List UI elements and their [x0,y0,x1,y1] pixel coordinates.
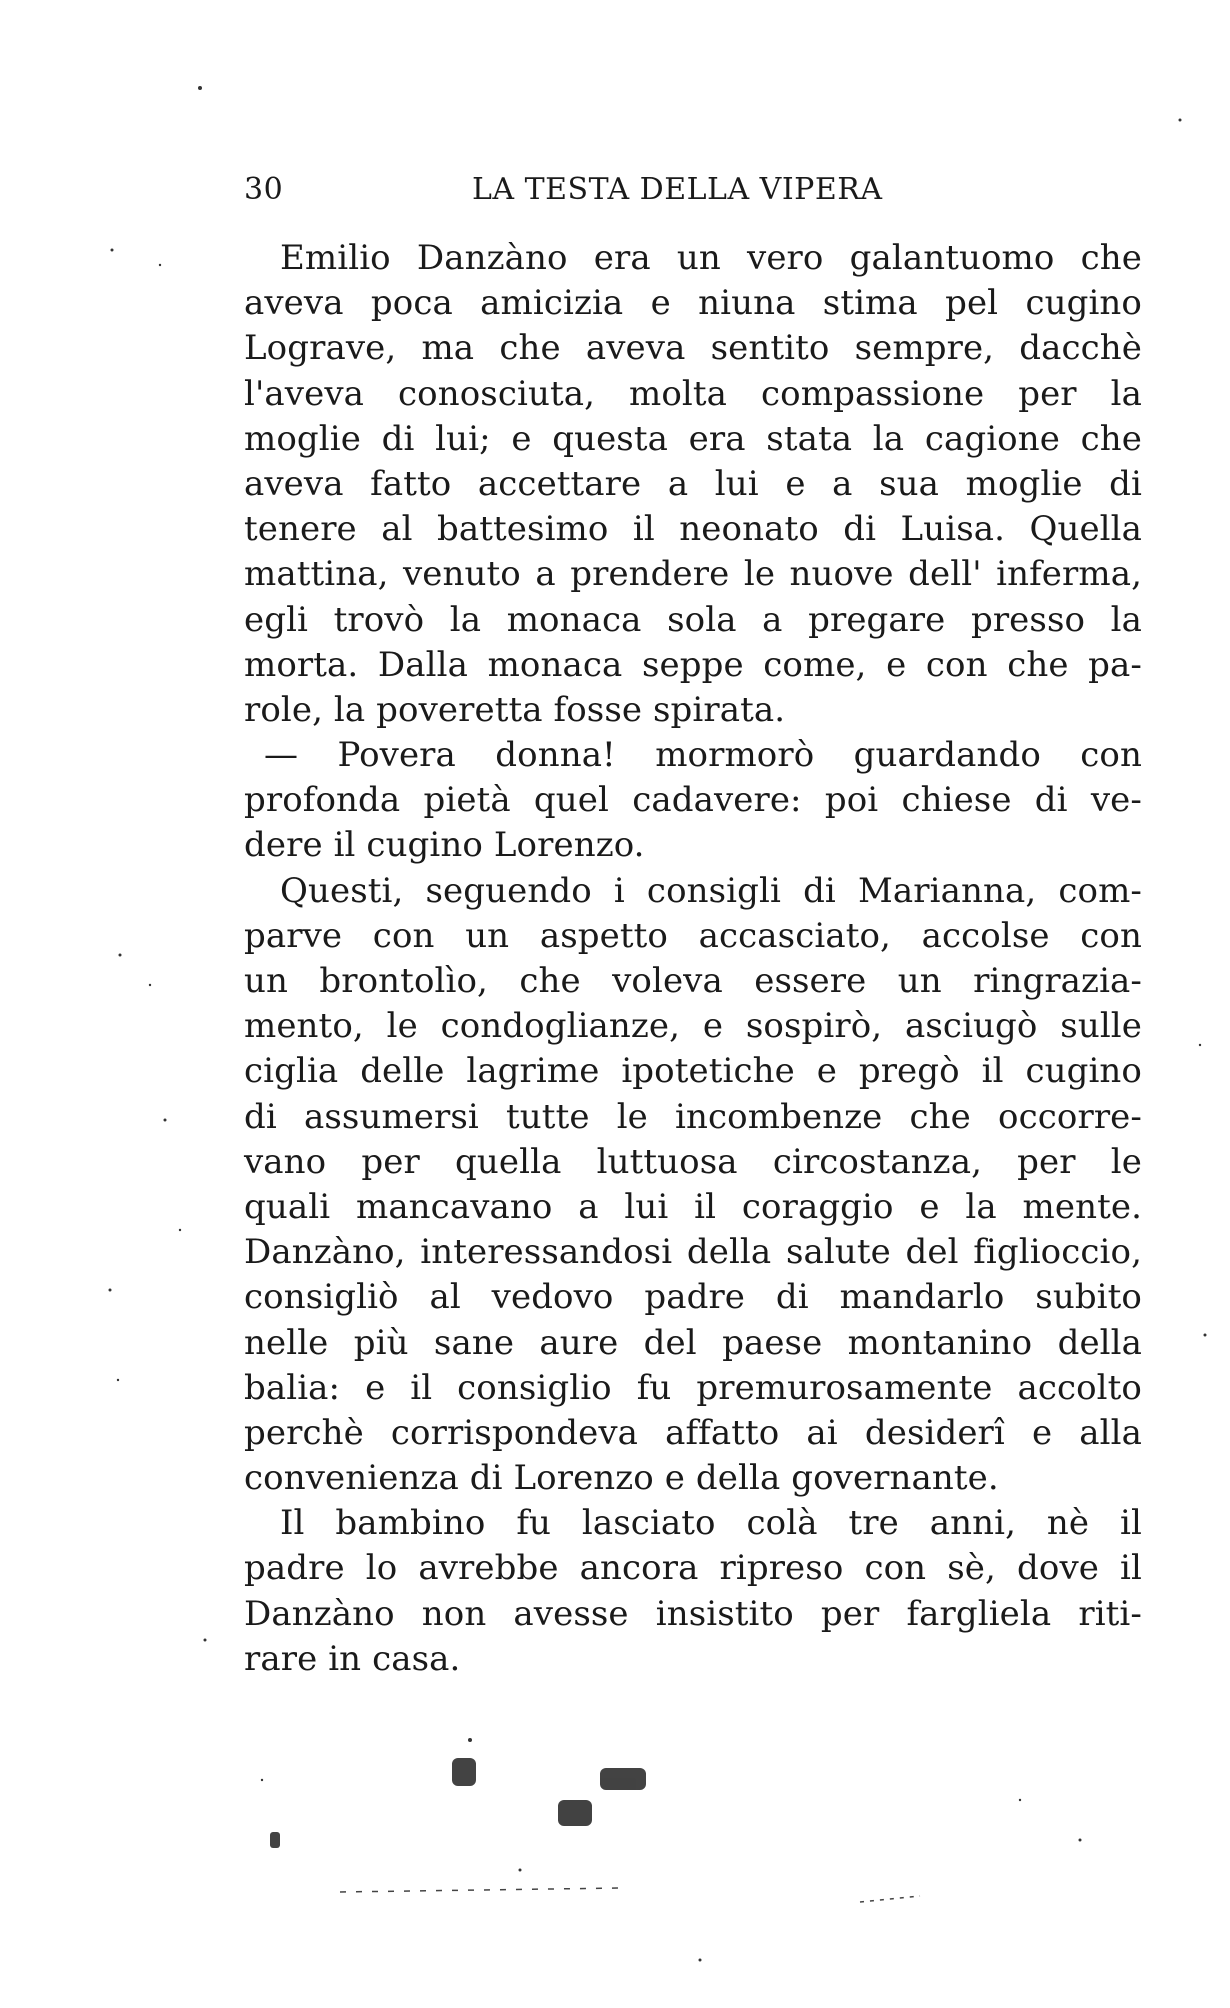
text-line: l'aveva conosciuta, molta compassione per la [244,373,1142,414]
text-line: role, la poveretta fosse spirata. [244,689,786,730]
speck [1179,119,1182,122]
text-line: profonda pietà quel cadavere: poi chiese di ve- [244,780,1142,821]
book-title: LA TESTA DELLA VIPERA [472,172,883,207]
text-line: mento, le condoglianze, e sospirò, asciugò sulle [244,1006,1142,1047]
speck [149,984,151,986]
text-line: aveva fatto accettare a lui e a sua moglie di [244,463,1142,504]
text-line: di assumersi tutte le incombenze che occorre- [244,1096,1142,1137]
text-line: balia: e il consiglio fu premurosamente accolto [244,1367,1142,1408]
text-line: parve con un aspetto accasciato, accolse con [244,915,1142,956]
speck [119,954,122,957]
text-line: dere il cugino Lorenzo. [244,825,645,866]
text-line: Il bambino fu lasciato colà tre anni, nè il [280,1503,1142,1544]
text-line: quali mancavano a lui il coraggio e la mente. [244,1186,1142,1227]
text-line: aveva poca amicizia e niuna stima pel cugino [244,283,1142,324]
text-line: tenere al battesimo il neonato di Luisa. Quella [244,509,1142,550]
text-line: consigliò al vedovo padre di mandarlo subito [244,1277,1142,1318]
speck [179,1229,181,1231]
ink-blot [270,1832,280,1848]
speck [1019,1799,1021,1801]
text-line: — Povera donna! mormorò guardando con [264,735,1142,776]
text-line: convenienza di Lorenzo e della governante. [244,1458,999,1499]
text-line: ciglia delle lagrime ipotetiche e pregò il cugino [244,1051,1142,1092]
text-line: Emilio Danzàno era un vero galantuomo che [280,238,1142,278]
speck [117,1379,119,1381]
speck [1204,1334,1207,1337]
dashed-mark [860,1896,920,1902]
text-line: moglie di lui; e questa era stata la cagione che [244,418,1142,459]
speck [198,86,202,90]
text-line: rare in casa. [244,1638,461,1679]
dashed-mark [340,1888,620,1892]
text-line: nelle più sane aure del paese montanino della [244,1322,1142,1363]
speck [1199,1044,1201,1046]
text-line: un brontolìo, che voleva essere un ringrazia- [244,961,1142,1001]
speck [159,264,161,266]
speck [519,1869,522,1872]
speck [1079,1839,1082,1842]
ink-blot [452,1758,476,1786]
text-line: Lograve, ma che aveva sentito sempre, dacchè [244,328,1142,369]
speck [261,1779,263,1781]
text-line: Questi, seguendo i consigli di Marianna, com- [280,870,1142,911]
text-line: padre lo avrebbe ancora ripreso con sè, dove il [244,1548,1142,1589]
text-line: Danzàno, interessandosi della salute del figlioccio, [244,1232,1142,1273]
speck [164,1119,167,1122]
speck [468,1738,472,1742]
speck [109,1289,112,1292]
text-line: Danzàno non avesse insistito per fargliela riti- [244,1593,1142,1634]
text-line: mattina, venuto a prendere le nuove dell' inferma, [244,554,1142,595]
speck [699,1959,702,1962]
text-line: egli trovò la monaca sola a pregare presso la [244,599,1142,640]
ink-blot [600,1768,646,1790]
text-line: morta. Dalla monaca seppe come, e con che pa- [244,644,1142,685]
text-line: perchè corrispondeva affatto ai desiderî e alla [244,1412,1142,1453]
page-number: 30 [244,172,284,207]
speck [111,249,114,252]
ink-blot [558,1800,592,1826]
text-line: vano per quella luttuosa circostanza, per le [244,1141,1142,1182]
speck [204,1639,207,1642]
